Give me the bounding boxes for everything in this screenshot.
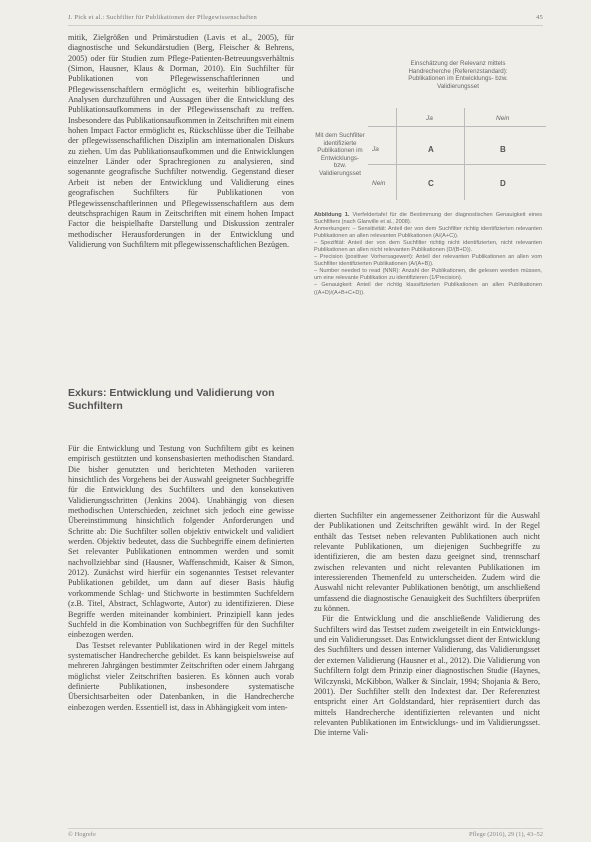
figure-filter-header: Mit dem Suchfilter identifizierte Publikationen im Entwicklungs- bzw. Validierungsset [315, 132, 365, 177]
caption-title: Vierfeldertafel für die Bestimmung der diagnostischen Genauigkeit eines Suchfilters (nach Glanville et al., 2008). [314, 212, 543, 226]
figure-cell-d: D [500, 179, 506, 188]
figure-grid-line [464, 108, 465, 200]
figure-row-label-no: Nein [372, 180, 386, 187]
section-heading: Exkurs: Entwicklung und Validierung von Suchfiltern [68, 387, 275, 412]
caption-note: – Precision (positiver Vorhersagewert): Anteil der relevanten Publikationen an allen vom Suchfilter identifizierten Publikationen (A/(A+B)). [314, 254, 542, 268]
footer-citation: Pflege (2016), 29 (1), 43–52 [468, 831, 543, 838]
figure-reference-header: Einschätzung der Relevanz mittels Handrecherche (Referenzstandard): Publikationen im Entwicklungs- bzw. Validierungsset [408, 60, 508, 90]
body-text-column-left-top [68, 33, 294, 250]
figure-grid-line [396, 108, 397, 200]
figure-grid-line [368, 126, 546, 127]
figure-grid-line [368, 164, 546, 165]
paragraph: Für die Entwicklung und die anschließende Validierung des Suchfilters wird das Testset zudem zweigeteilt in ein Entwicklungs- und ein Validierungsset. Das Entwicklungsset dient der Entwicklung des Suchfilters und dessen interner Validierung, das Validierungsset der externen Validierung (Hausner et al., 2012). Die Validierung von Suchfiltern folgt dem Prinzip einer diagnostischen Studie (Haynes, Wilczynski, McKibbon, Walker & Sinclair, 1994; Shojania & Bero, 2001). Der Suchfilter stellt den Indextest dar. Der Referenztest entspricht einer Art Goldstandard, hier repräsentiert durch das mittels Handrecherche identifizierten relevanten und nicht relevanten Publikationen im Entwicklungs- und im Validierungsset. Die interne Vali- [314, 614, 540, 738]
figure-row-label-yes: Ja [372, 146, 379, 153]
body-text-column-right [314, 511, 540, 739]
running-head [68, 13, 543, 26]
figure-cell-c: C [428, 179, 434, 188]
figure-fourfold-table [314, 60, 550, 210]
page-footer [68, 828, 543, 839]
caption-note: Anmerkungen: – Sensitivität: Anteil der von dem Suchfilter richtig identifizierten relevanten Publikationen an allen relevanten Publikationen (A/(A+C)). [314, 226, 542, 240]
paragraph: dierten Suchfilter ein angemessener Zeithorizont für die Auswahl der Publikationen und Zeitschriften gewählt wird. In der Regel enthält das Testset neben relevanten Publikationen auch nicht relevante Publikationen, um diejenigen Suchbegriffe zu identifizieren, die am besten dazu geeignet sind, trennscharf zwischen relevanten und nicht relevanten Publikationen im interessierenden Themenfeld zu unterscheiden. Zudem wird die Auswahl nicht relevanter Publikationen benötigt, um anschließend umfassend die diagnostische Genauigkeit des Suchfilters überprüfen zu können. [314, 511, 540, 614]
figure-cell-a: A [428, 145, 434, 154]
running-head-title: J. Pick et al.: Suchfilter für Publikationen der Pflegewissenschaften [68, 14, 257, 21]
paragraph: Das Testset relevanter Publikationen wird in der Regel mittels systematischer Handrecherche gebildet. Es kann beispielsweise auf mehreren Jahrgängen bestimmter Zeitschriften oder einem Jahrgang möglichst vieler Zeitschriften basieren. Es können auch vorab definierte Publikationen, insbesondere systematische Übersichtsarbeiten oder Datenbanken, in die Handrecherche einbezogen werden. Essentiell ist, dass in Abhängigkeit vom inten- [68, 640, 294, 712]
figure-caption [314, 212, 542, 297]
paragraph: Für die Entwicklung und Testung von Suchfiltern gibt es keinen empirisch gestützten und konsensbasierten methodischen Standard. Die bisher genutzten und berichteten Methoden variieren hinsichtlich des Vorgehens bei der Auswahl geeigneter Suchbegriffe für die Entwicklung des Suchfilters und den konsekutiven Validierungsschritten (Jenkins 2004). Unabhängig von diesen methodischen Unterschieden, zeichnet sich jedoch eine gewisse Übereinstimmung hinsichtlich folgender Anforderungen und Schritte ab: Die Suchfilter sollen objektiv entwickelt und validiert werden. Objektiv bedeutet, dass die Suchbegriffe einem definierten Set relevanter Publikationen entnommen werden und somit nachvollziehbar sind (Hausner, Waffenschmidt, Kaiser & Simon, 2012). Zunächst wird hierfür ein sogenanntes Testset relevanter Publikationen gebildet, um dann auf dieser Basis häufig vorkommende Schlag- und Stichworte in bestimmten Suchfeldern (z.B. Titel, Abstract, Schlagworte, Autor) zu identifizieren. Diese Begriffe werden miteinander kombiniert. Prinzipiell kann jedes Suchfeld in die Kombination von Suchbegriffen für den Suchfilter einbezogen werden. [68, 444, 294, 640]
paragraph: mitik, Zielgrößen und Primärstudien (Lavis et al., 2005), für diagnostische und Sekundärstudien (Berg, Fleischer & Behrens, 2005) oder für Studien zum Pflege-Patienten-Betreuungsverhältnis (Simon, Hausner, Klaus & Dorman, 2010). Ein Suchfilter für Publikationen von Pflegewissenschaftlerinnen und Pflegewissenschaftlern ermöglicht es, weiterhin bibliografische Analysen durchzuführen und Aussagen über die Entwicklung des Publikationsaufkommens in der Pflegewissenschaft zu treffen. Insbesondere das Publikationsaufkommen in Zeitschriften mit einem hohen Impact Factor ermöglicht es, Rückschlüsse über die Teilhabe der pflegewissenschaftlichen Disziplin am internationalen Diskurs zu ziehen. Um das Publikationsaufkommen und die Entwicklungen einzelner Länder oder Sprachregionen zu analysieren, sind sogenannte geografische Suchfilter notwendig. Gegenstand dieser Arbeit ist neben der Entwicklung und Validierung eines geografischen Suchfilters für Publikationen von Pflegewissenschaftlerinnen und Pflegewissenschaftlern aus dem deutschsprachigen Raum in Zeitschriften mit einem hohen Impact Factor die beispielhafte Darstellung und Diskussion zentraler methodischer Herausforderungen in der Entwicklung und Validierung von Suchfiltern mit pflegewissenschaftlichen Bezügen. [68, 33, 294, 249]
caption-note: – Genauigkeit: Anteil der richtig klassifizierten Publikationen an allen Publikationen ((A+D)/(A+B+C+D)). [314, 282, 542, 296]
figure-col-label-yes: Ja [426, 115, 433, 122]
footer-publisher: © Hogrefe [68, 831, 96, 838]
figure-col-label-no: Nein [496, 115, 510, 122]
caption-note: – Spezifität: Anteil der von dem Suchfilter richtig nicht identifizierten, nicht relevanten Publikationen an allen nicht relevanten Publikationen (D/(B+D)). [314, 240, 542, 254]
page-number: 45 [536, 14, 543, 21]
caption-note: – Number needed to read (NNR): Anzahl der Publikationen, die gelesen werden müssen, um eine relevante Publikation zu identifizieren (1/Precision). [314, 268, 542, 282]
caption-label: Abbildung 1. [314, 212, 350, 218]
figure-cell-b: B [500, 145, 506, 154]
body-text-column-left-bottom [68, 444, 294, 713]
